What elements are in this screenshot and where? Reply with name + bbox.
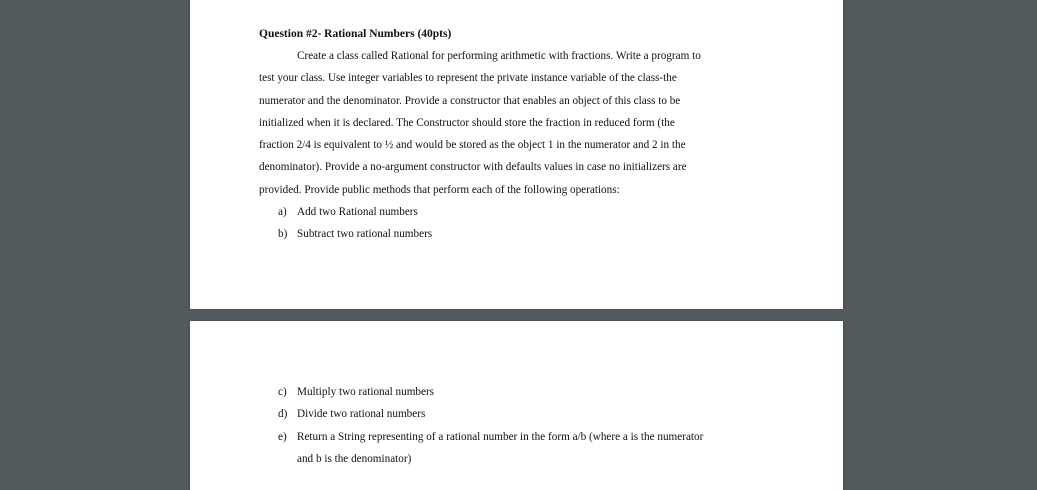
- list-marker: a): [278, 206, 287, 219]
- list-item-text: Subtract two rational numbers: [297, 228, 433, 241]
- document-page-2: [190, 321, 843, 490]
- list-item-text: Add two Rational numbers: [297, 206, 418, 219]
- list-marker: c): [278, 386, 287, 398]
- list-marker: e): [278, 430, 287, 443]
- document-page-1: [190, 0, 843, 309]
- list-marker: b): [278, 228, 288, 241]
- list-item-text: Return a String representing of a rational number in the form a/b (where a is the numerator: [297, 430, 704, 443]
- list-item-continuation: [259, 448, 779, 470]
- page-content: [259, 381, 779, 470]
- question-title: Question #2- Rational Numbers (40pts): [259, 28, 452, 40]
- list-item-text: Multiply two rational numbers: [297, 386, 435, 398]
- list-item: [259, 381, 779, 403]
- question-description: [259, 45, 779, 201]
- paragraph-line: denominator). Provide a no-argument constructor with defaults values in case no initializers are: [259, 161, 687, 174]
- list-item: [259, 223, 779, 245]
- list-item-text: Divide two rational numbers: [297, 408, 426, 421]
- paragraph-line: fraction 2/4 is equivalent to ½ and would be stored as the object 1 in the numerator and 2 in the: [259, 139, 686, 152]
- page-content: [259, 23, 779, 246]
- list-item: [259, 426, 779, 448]
- operations-list: [259, 201, 779, 246]
- list-item: [259, 403, 779, 425]
- paragraph-line: numerator and the denominator. Provide a constructor that enables an object of this class to be: [259, 94, 681, 107]
- paragraph-line: test your class. Use integer variables to represent the private instance variable of the class-the: [259, 72, 677, 85]
- paragraph-line: provided. Provide public methods that perform each of the following operations:: [259, 183, 620, 196]
- list-item: [259, 201, 779, 223]
- paragraph-line: Create a class called Rational for performing arithmetic with fractions. Write a program to: [297, 50, 701, 62]
- paragraph-line: initialized when it is declared. The Constructor should store the fraction in reduced form (the: [259, 116, 675, 129]
- list-marker: d): [278, 408, 288, 421]
- operations-list: [259, 381, 779, 470]
- list-item-text: and b is the denominator): [297, 452, 412, 465]
